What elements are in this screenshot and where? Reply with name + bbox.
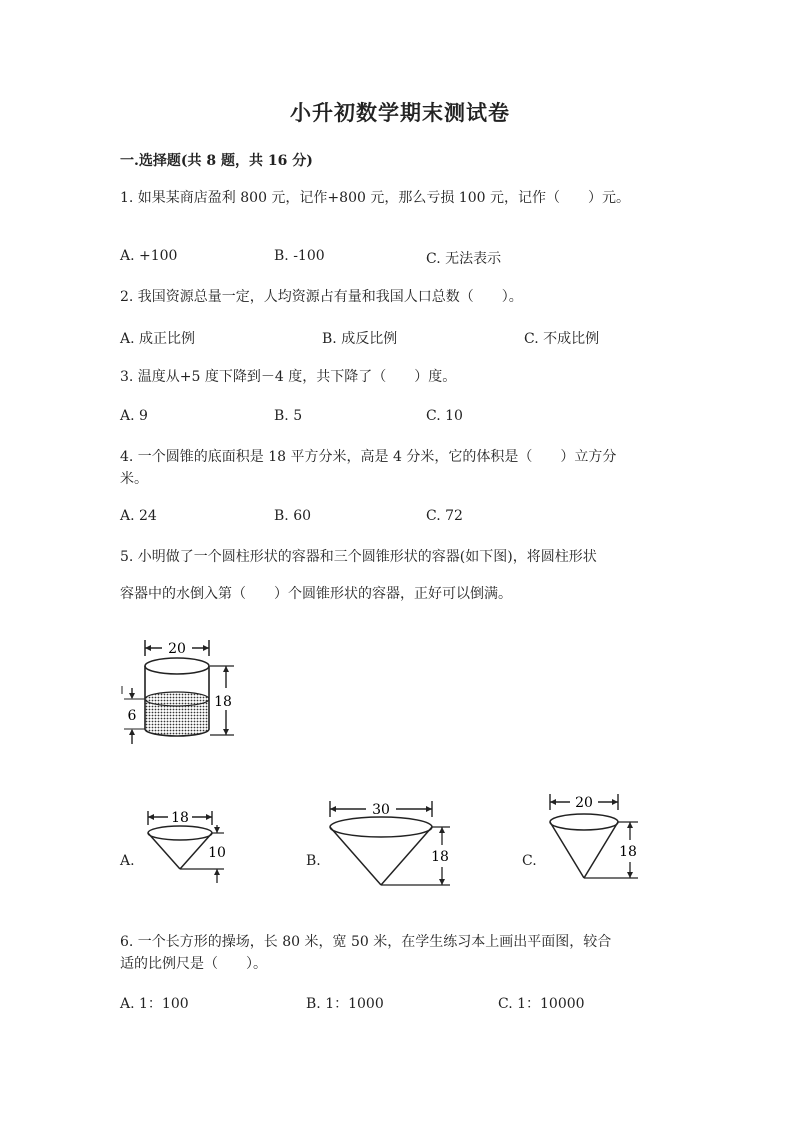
question-6-option-a: A. 1：100	[120, 996, 189, 1012]
question-2-option-b: B. 成反比例	[322, 331, 398, 347]
question-5-text-line1: 5. 小明做了一个圆柱形状的容器和三个圆锥形状的容器(如下图)，将圆柱形状	[120, 549, 597, 565]
question-2-option-c: C. 不成比例	[524, 331, 600, 347]
cone-a-label: A.	[120, 853, 135, 869]
question-4-option-a: A. 24	[120, 508, 157, 524]
cone-a-height-label: 10	[208, 845, 226, 861]
question-3-text: 3. 温度从+5 度下降到－4 度，共下降了（ ）度。	[120, 369, 457, 385]
cone-a-diameter-label: 18	[171, 810, 189, 826]
question-5-text-line2: 容器中的水倒入第（ ）个圆锥形状的容器，正好可以倒满。	[120, 586, 512, 602]
cone-b-diameter-label: 30	[372, 802, 390, 818]
question-3-option-a: A. 9	[120, 408, 148, 424]
question-3-option-c: C. 10	[426, 408, 463, 424]
question-1-option-a: A. +100	[120, 248, 178, 264]
question-2-text: 2. 我国资源总量一定，人均资源占有量和我国人口总数（ ）。	[120, 289, 523, 305]
cylinder-figure	[118, 636, 243, 748]
question-4-text-line1: 4. 一个圆锥的底面积是 18 平方分米，高是 4 分米，它的体积是（ ）立方分	[120, 449, 617, 465]
question-3-option-b: B. 5	[274, 408, 303, 424]
question-2-option-a: A. 成正比例	[120, 331, 196, 347]
question-6-option-c: C. 1：10000	[498, 996, 585, 1012]
question-6-text-line1: 6. 一个长方形的操场，长 80 米，宽 50 米，在学生练习本上画出平面图，较合	[120, 934, 612, 950]
cylinder-water-label: 6	[127, 708, 137, 724]
cylinder-diameter-label: 20	[168, 641, 186, 657]
page-title: 小升初数学期末测试卷	[290, 100, 510, 125]
question-6-text-line2: 适的比例尺是（ ）。	[120, 956, 267, 972]
cone-c-label: C.	[522, 853, 537, 869]
question-1-text: 1. 如果某商店盈利 800 元，记作+800 元，那么亏损 100 元，记作（ ）元。	[120, 190, 630, 206]
question-4-option-b: B. 60	[274, 508, 312, 524]
cone-c-figure	[542, 790, 652, 886]
cone-b-height-label: 18	[431, 849, 449, 865]
question-4-option-c: C. 72	[426, 508, 463, 524]
cone-c-height-label: 18	[619, 844, 637, 860]
cone-c-diameter-label: 20	[575, 795, 593, 811]
cylinder-height-label: 18	[214, 694, 232, 710]
question-6-option-b: B. 1：1000	[306, 996, 384, 1012]
question-4-text-line2: 米。	[120, 471, 148, 487]
cone-b-figure	[322, 795, 462, 893]
question-1-option-b: B. -100	[274, 248, 325, 264]
cone-b-label: B.	[306, 853, 321, 869]
section-heading: 一.选择题(共 8 题，共 16 分)	[120, 153, 313, 169]
question-1-option-c: C. 无法表示	[426, 251, 502, 267]
cone-a-figure	[140, 805, 240, 887]
